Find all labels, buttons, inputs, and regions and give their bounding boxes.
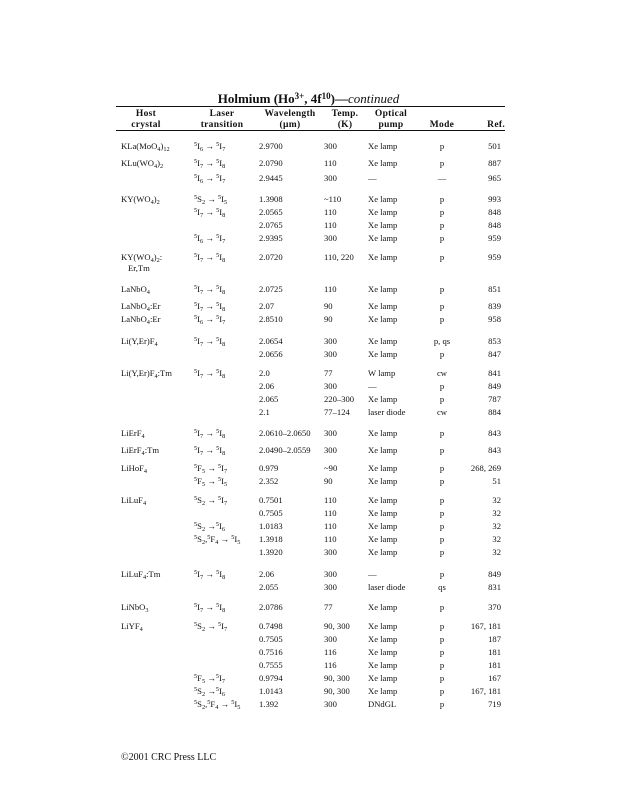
- cell-ref: 839: [488, 301, 501, 311]
- header-pump-line1: Optical: [374, 109, 408, 119]
- cell-pump: Xe lamp: [368, 495, 398, 505]
- cell-trans: $^5I_6 \to ^5I_7$: [194, 233, 226, 245]
- cell-wave: 0.7516: [259, 647, 283, 657]
- cell-mode: cw: [436, 407, 448, 417]
- cell-wave: 0.7505: [259, 634, 283, 644]
- cell-pump: —: [368, 173, 377, 183]
- cell-ref: 848: [488, 220, 501, 230]
- cell-ref: 851: [488, 284, 501, 294]
- cell-host: LaNbO$_4$: [121, 284, 150, 296]
- table-row: [0, 157, 617, 170]
- cell-pump: laser diode: [368, 582, 406, 592]
- cell-trans: $^5S_2,^5F_4 \to ^5I_5$: [194, 699, 241, 711]
- cell-host: LiErF$_4$:Tm: [121, 445, 160, 457]
- header-wave-line1: Wavelength: [264, 109, 316, 119]
- cell-host: $KY(WO_4)_2$:: [121, 252, 163, 264]
- cell-trans: $^5I_6 \to ^5I_7$: [194, 173, 226, 185]
- cell-ref: 32: [492, 521, 501, 531]
- cell-wave: 2.0725: [259, 284, 283, 294]
- cell-temp: 110: [324, 521, 337, 531]
- cell-temp: 300: [324, 547, 337, 557]
- cell-trans: $^5I_7 \to ^5I_8$: [194, 428, 226, 440]
- cell-wave: 1.0183: [259, 521, 283, 531]
- cell-trans: $^5S_2,^5F_4 \to ^5I_5$: [194, 534, 241, 546]
- cell-ref: 849: [488, 569, 501, 579]
- cell-pump: Xe lamp: [368, 207, 398, 217]
- cell-temp: ~110: [324, 194, 342, 204]
- table-row: [0, 581, 617, 594]
- cell-host: LiNbO$_3$: [121, 602, 149, 614]
- cell-pump: Xe lamp: [368, 686, 398, 696]
- header-temp-line1: Temp.: [331, 109, 359, 119]
- table-row: [0, 367, 617, 380]
- cell-trans: $^5I_7 \to ^5I_8$: [194, 368, 226, 380]
- cell-trans: $^5S_2 \to ^5I_7$: [194, 495, 228, 507]
- header-temp: [326, 109, 364, 130]
- header-host: [121, 109, 171, 130]
- cell-host-line2: Er,Tm: [128, 263, 150, 273]
- cell-mode: p: [439, 252, 445, 262]
- cell-host: LiLuF$_4$:Tm: [121, 569, 161, 581]
- cell-mode: p: [439, 428, 445, 438]
- table-row: [0, 568, 617, 581]
- cell-wave: 2.06: [259, 381, 275, 391]
- cell-wave: 2.0720: [259, 252, 283, 262]
- cell-wave: 1.392: [259, 699, 279, 709]
- cell-pump: Xe lamp: [368, 547, 398, 557]
- table-row: [0, 335, 617, 348]
- cell-wave: 0.9794: [259, 673, 283, 683]
- cell-temp: 300: [324, 634, 337, 644]
- cell-pump: Xe lamp: [368, 158, 398, 168]
- title-continued: continued: [347, 91, 400, 106]
- cell-wave: 2.0656: [259, 349, 283, 359]
- cell-pump: Xe lamp: [368, 141, 398, 151]
- cell-wave: 2.055: [259, 582, 279, 592]
- cell-temp: 116: [324, 660, 337, 670]
- cell-wave: 2.0654: [259, 336, 283, 346]
- cell-host: $Li(Y,Er)F_4:Tm$: [121, 368, 172, 380]
- cell-wave: 2.0786: [259, 602, 283, 612]
- table-row: [0, 193, 617, 206]
- cell-host: $KLu(WO_4)_2$: [121, 158, 164, 170]
- table-row: [0, 206, 617, 219]
- header-wavelength: [259, 109, 321, 130]
- cell-mode: p: [439, 381, 445, 391]
- cell-pump: —: [368, 381, 377, 391]
- copyright-footer: ©2001 CRC Press LLC: [121, 752, 217, 763]
- cell-ref: 187: [488, 634, 501, 644]
- cell-temp: 300: [324, 173, 337, 183]
- cell-mode: p: [439, 445, 445, 455]
- cell-mode: p: [439, 673, 445, 683]
- cell-trans: $^5S_2 \to^5I_6$: [194, 521, 226, 533]
- header-pump-line2: pump: [378, 119, 404, 130]
- table-row: [0, 406, 617, 419]
- cell-pump: DNdGL: [368, 699, 397, 709]
- cell-wave: 2.0565: [259, 207, 283, 217]
- cell-mode: p: [439, 284, 445, 294]
- table-row: [0, 462, 617, 475]
- cell-trans: $^5I_7 \to ^5I_8$: [194, 301, 226, 313]
- cell-pump: Xe lamp: [368, 220, 398, 230]
- cell-temp: 90, 300: [324, 686, 350, 696]
- cell-mode: p: [439, 686, 445, 696]
- cell-temp: 90: [324, 301, 333, 311]
- cell-trans: $^5I_7 \to ^5I_8$: [194, 336, 226, 348]
- cell-ref: 849: [488, 381, 501, 391]
- header-ref-label: Ref.: [487, 119, 505, 130]
- cell-wave: 2.065: [259, 394, 279, 404]
- table-row: [0, 393, 617, 406]
- cell-temp: 77: [324, 602, 333, 612]
- cell-mode: p: [439, 660, 445, 670]
- cell-ref: 847: [488, 349, 501, 359]
- cell-host: LiHoF$_4$: [121, 463, 148, 475]
- table-row: [0, 698, 617, 711]
- table-row: [0, 659, 617, 672]
- cell-mode: qs: [438, 582, 446, 592]
- table-row: [0, 646, 617, 659]
- cell-mode: cw: [436, 368, 448, 378]
- cell-pump: Xe lamp: [368, 314, 398, 324]
- header-host-line1: Host: [135, 109, 157, 119]
- cell-mode: p: [439, 699, 445, 709]
- table-row: [0, 620, 617, 633]
- cell-temp: 300: [324, 381, 337, 391]
- table-row: [0, 494, 617, 507]
- cell-temp: 300: [324, 569, 337, 579]
- cell-mode: p: [439, 569, 445, 579]
- cell-mode: p: [439, 495, 445, 505]
- table-title: [0, 92, 617, 106]
- title-config: , 4f: [304, 91, 322, 106]
- cell-ref: 993: [488, 194, 501, 204]
- cell-pump: Xe lamp: [368, 647, 398, 657]
- cell-ref: 853: [488, 336, 501, 346]
- title-main: Holmium (Ho: [217, 91, 295, 106]
- cell-wave: 2.1: [259, 407, 270, 417]
- cell-mode: p: [439, 141, 445, 151]
- cell-ref: 32: [492, 547, 501, 557]
- cell-ref: 843: [488, 445, 501, 455]
- cell-ref: 719: [488, 699, 501, 709]
- cell-mode: p: [439, 301, 445, 311]
- title-paren: ): [330, 91, 335, 106]
- table-row: [0, 348, 617, 361]
- cell-wave: 2.352: [259, 476, 279, 486]
- cell-mode: p, qs: [433, 336, 451, 346]
- header-mode-label: Mode: [429, 119, 455, 130]
- table-row: [0, 546, 617, 559]
- cell-wave: 2.0490–2.0559: [259, 445, 311, 455]
- cell-mode: p: [439, 194, 445, 204]
- cell-wave: 2.8510: [259, 314, 283, 324]
- cell-trans: $^5I_7 \to ^5I_8$: [194, 284, 226, 296]
- cell-mode: p: [439, 521, 445, 531]
- cell-pump: Xe lamp: [368, 445, 398, 455]
- cell-pump: Xe lamp: [368, 673, 398, 683]
- cell-ref: 787: [488, 394, 501, 404]
- cell-pump: Xe lamp: [368, 621, 398, 631]
- table-row: [0, 507, 617, 520]
- cell-pump: Xe lamp: [368, 634, 398, 644]
- cell-ref: 831: [488, 582, 501, 592]
- cell-ref: 32: [492, 534, 501, 544]
- cell-trans: $^5S_2 \to ^5I_5$: [194, 194, 228, 206]
- cell-pump: Xe lamp: [368, 463, 398, 473]
- cell-host: LiErF$_4$: [121, 428, 145, 440]
- cell-ref: 32: [492, 495, 501, 505]
- cell-temp: 110: [324, 284, 337, 294]
- cell-ref: 181: [488, 647, 501, 657]
- cell-temp: 300: [324, 699, 337, 709]
- table-row: [0, 219, 617, 232]
- cell-pump: Xe lamp: [368, 602, 398, 612]
- header-laser: [192, 109, 252, 130]
- table-row: [0, 232, 617, 245]
- cell-trans: $^5I_7 \to ^5I_8$: [194, 445, 226, 457]
- cell-temp: 300: [324, 233, 337, 243]
- table-row: [0, 283, 617, 296]
- cell-temp: ~90: [324, 463, 338, 473]
- cell-wave: 0.979: [259, 463, 279, 473]
- cell-temp: 110: [324, 534, 337, 544]
- cell-mode: p: [439, 349, 445, 359]
- table-row: [0, 672, 617, 685]
- cell-temp: 300: [324, 428, 337, 438]
- cell-host: LiYF$_4$: [121, 621, 143, 633]
- table-row: [0, 300, 617, 313]
- cell-mode: p: [439, 621, 445, 631]
- cell-temp: 110: [324, 220, 337, 230]
- cell-mode: p: [439, 158, 445, 168]
- header-wave-line2: (µm): [279, 119, 301, 130]
- cell-ref: 167, 181: [470, 621, 501, 631]
- cell-pump: Xe lamp: [368, 660, 398, 670]
- cell-host: LaNbO$_4$:Er: [121, 314, 161, 326]
- cell-pump: W lamp: [368, 368, 396, 378]
- cell-pump: Xe lamp: [368, 349, 398, 359]
- table-row: [0, 685, 617, 698]
- title-ion-sup: 3+: [294, 91, 305, 101]
- cell-temp: 90: [324, 314, 333, 324]
- cell-ref: 841: [488, 368, 501, 378]
- cell-pump: Xe lamp: [368, 252, 398, 262]
- cell-ref: 848: [488, 207, 501, 217]
- table-row: [0, 533, 617, 546]
- cell-pump: —: [368, 569, 377, 579]
- cell-trans: $^5S_2 \to^5I_6$: [194, 686, 226, 698]
- table-row: [0, 427, 617, 440]
- cell-temp: 110: [324, 158, 337, 168]
- header-laser-line2: transition: [200, 119, 244, 130]
- cell-trans: $^5I_7 \to ^5I_8$: [194, 569, 226, 581]
- cell-temp: 300: [324, 445, 337, 455]
- cell-mode: p: [439, 220, 445, 230]
- cell-mode: p: [439, 476, 445, 486]
- cell-host: LaNbO$_4$:Er: [121, 301, 161, 313]
- cell-wave: 2.9445: [259, 173, 283, 183]
- cell-pump: Xe lamp: [368, 428, 398, 438]
- cell-temp: 300: [324, 141, 337, 151]
- cell-trans: $^5F_5 \to ^5I_7$: [194, 463, 228, 475]
- cell-mode: p: [439, 634, 445, 644]
- cell-temp: 300: [324, 582, 337, 592]
- cell-trans: $^5I_7 \to ^5I_8$: [194, 602, 226, 614]
- cell-mode: p: [439, 534, 445, 544]
- header-laser-line1: Laser: [209, 109, 235, 119]
- cell-temp: 300: [324, 349, 337, 359]
- header-pump: [368, 109, 414, 130]
- table-row: [0, 475, 617, 488]
- table-row: [0, 380, 617, 393]
- cell-ref: 959: [488, 252, 501, 262]
- cell-trans: $^5I_6 \to ^5I_7$: [194, 314, 226, 326]
- cell-trans: $^5S_2 \to ^5I_7$: [194, 621, 228, 633]
- cell-trans: $^5F_5 \to ^5I_5$: [194, 476, 228, 488]
- cell-mode: p: [439, 394, 445, 404]
- cell-ref: 32: [492, 508, 501, 518]
- cell-temp: 110: [324, 207, 337, 217]
- cell-wave: 0.7505: [259, 508, 283, 518]
- header-host-line2: crystal: [131, 119, 161, 130]
- cell-wave: 0.7498: [259, 621, 283, 631]
- header-ref: [470, 109, 505, 130]
- cell-ref: 887: [488, 158, 501, 168]
- cell-host: LiLuF$_4$: [121, 495, 147, 507]
- cell-temp: 110: [324, 508, 337, 518]
- cell-trans: $^5F_5 \to^5I_7$: [194, 673, 226, 685]
- cell-temp: 116: [324, 647, 337, 657]
- cell-temp: 90, 300: [324, 621, 350, 631]
- cell-wave: 0.7555: [259, 660, 283, 670]
- cell-wave: 2.0790: [259, 158, 283, 168]
- cell-trans: $^5I_7 \to ^5I_8$: [194, 158, 226, 170]
- cell-temp: 220–300: [324, 394, 355, 404]
- cell-host: $KY(WO_4)_2$: [121, 194, 160, 206]
- cell-pump: laser diode: [368, 407, 406, 417]
- cell-wave: 1.3908: [259, 194, 283, 204]
- cell-ref: 181: [488, 660, 501, 670]
- cell-mode: p: [439, 314, 445, 324]
- table-row: [0, 633, 617, 646]
- cell-mode: p: [439, 602, 445, 612]
- cell-pump: Xe lamp: [368, 476, 398, 486]
- cell-wave: 2.0610–2.0650: [259, 428, 311, 438]
- table-row: [0, 313, 617, 326]
- cell-mode: —: [437, 173, 447, 183]
- title-config-sup: 10: [321, 91, 331, 101]
- cell-mode: p: [439, 207, 445, 217]
- cell-ref: 884: [488, 407, 501, 417]
- cell-ref: 370: [488, 602, 501, 612]
- cell-wave: 0.7501: [259, 495, 283, 505]
- cell-ref: 167: [488, 673, 501, 683]
- title-dash: —: [334, 91, 348, 106]
- cell-temp: 77–124: [324, 407, 350, 417]
- cell-wave: 2.9395: [259, 233, 283, 243]
- cell-mode: p: [439, 233, 445, 243]
- header-bottom-rule: [116, 130, 505, 131]
- cell-wave: 2.0: [259, 368, 270, 378]
- header-temp-line2: (K): [337, 119, 353, 130]
- cell-wave: 1.3918: [259, 534, 283, 544]
- cell-mode: p: [439, 647, 445, 657]
- cell-ref: 501: [488, 141, 501, 151]
- table-row: [0, 251, 617, 273]
- cell-wave: 1.0143: [259, 686, 283, 696]
- table-row: [0, 172, 617, 185]
- table-row: [0, 520, 617, 533]
- cell-wave: 2.0765: [259, 220, 283, 230]
- cell-temp: 110, 220: [324, 252, 354, 262]
- cell-pump: Xe lamp: [368, 521, 398, 531]
- table-row: [0, 601, 617, 614]
- header-top-rule: [116, 106, 505, 107]
- cell-ref: 167, 181: [470, 686, 501, 696]
- cell-ref: 843: [488, 428, 501, 438]
- cell-pump: Xe lamp: [368, 301, 398, 311]
- cell-temp: 90: [324, 476, 333, 486]
- cell-wave: 2.07: [259, 301, 275, 311]
- cell-pump: Xe lamp: [368, 394, 398, 404]
- cell-ref: 958: [488, 314, 501, 324]
- cell-ref: 51: [492, 476, 501, 486]
- cell-ref: 965: [488, 173, 501, 183]
- cell-mode: p: [439, 547, 445, 557]
- cell-host: $Li(Y,Er)F_4$: [121, 336, 158, 348]
- cell-pump: Xe lamp: [368, 534, 398, 544]
- cell-wave: 2.06: [259, 569, 275, 579]
- cell-temp: 90, 300: [324, 673, 350, 683]
- cell-pump: Xe lamp: [368, 194, 398, 204]
- cell-trans: $^5I_7 \to ^5I_8$: [194, 207, 226, 219]
- cell-temp: 300: [324, 336, 337, 346]
- cell-host: $KLa(MoO_4)_{12}$: [121, 141, 170, 153]
- cell-ref: 268, 269: [470, 463, 501, 473]
- cell-trans: $^5I_6 \to ^5I_7$: [194, 141, 226, 153]
- table-row: [0, 444, 617, 457]
- cell-wave: 2.9700: [259, 141, 283, 151]
- cell-pump: Xe lamp: [368, 508, 398, 518]
- cell-pump: Xe lamp: [368, 336, 398, 346]
- table-row: [0, 140, 617, 153]
- cell-ref: 959: [488, 233, 501, 243]
- cell-wave: 1.3920: [259, 547, 283, 557]
- cell-mode: p: [439, 508, 445, 518]
- cell-trans: $^5I_7 \to ^5I_8$: [194, 252, 226, 264]
- cell-temp: 77: [324, 368, 333, 378]
- cell-temp: 110: [324, 495, 337, 505]
- header-mode: [424, 109, 460, 130]
- cell-pump: Xe lamp: [368, 284, 398, 294]
- cell-mode: p: [439, 463, 445, 473]
- cell-pump: Xe lamp: [368, 233, 398, 243]
